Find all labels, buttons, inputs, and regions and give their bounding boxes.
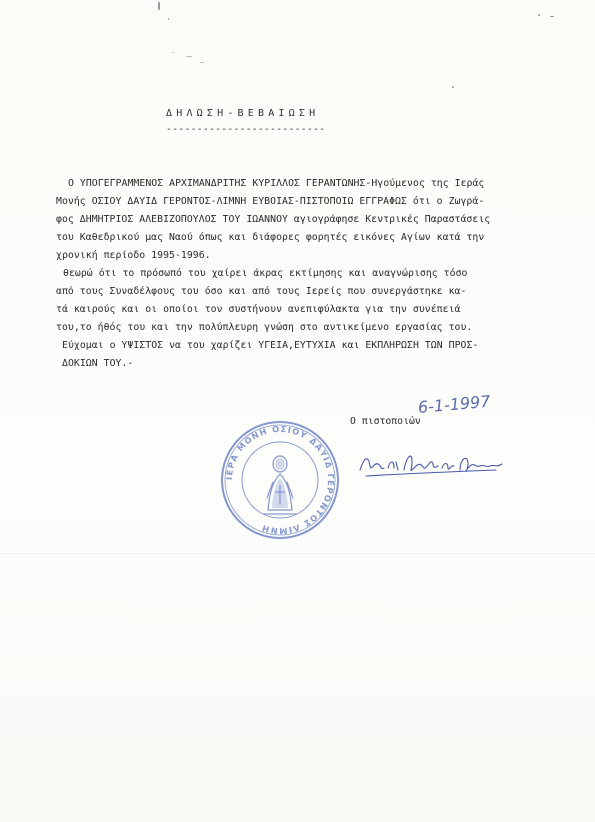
body-line: χρονική περίοδο 1995-1996. bbox=[56, 250, 211, 261]
handwritten-date: 6-1-1997 bbox=[417, 391, 492, 417]
monastery-seal-stamp bbox=[218, 418, 342, 542]
body-line: Ο ΥΠΟΓΕΓΡΑΜΜΕΝΟΣ ΑΡΧΙΜΑΝΔΡΙΤΗΣ ΚΥΡΙΛΛΟΣ ΓΕΡΑΝΤΩΝΗΣ-Ηγούμενος της Ιεράς bbox=[68, 178, 485, 189]
handwritten-signature bbox=[356, 440, 506, 482]
body-line: φος ΔΗΜΗΤΡΙΟΣ ΑΛΕΒΙΖΟΠΟΥΛΟΣ ΤΟΥ ΙΩΑΝΝΟΥ αγιογράφησε Κεντρικές Παραστάσεις bbox=[56, 214, 491, 225]
title-underline: -------------------------- bbox=[166, 124, 326, 135]
document-title: ΔΗΛΩΣΗ-ΒΕΒΑΙΩΣΗ bbox=[166, 108, 320, 119]
paper-speck bbox=[538, 14, 540, 16]
body-line: του,το ήθός του και την πολύπλευρη γνώση στο αντικείμενο εργασίας του. bbox=[56, 322, 473, 333]
body-line: από τους Συναδέλφους του όσο και από τους Ιερείς που συνεργάστηκε κα- bbox=[56, 286, 467, 297]
paper-speck bbox=[200, 62, 204, 63]
paper-speck bbox=[452, 86, 454, 88]
body-line: Εύχομαι ο ΥΨΙΣΤΟΣ να του χαρίζει ΥΓΕΙΑ,ΕΥΤΥΧΙΑ και ΕΚΠΛΗΡΩΣΗ ΤΩΝ ΠΡΟΣ- bbox=[62, 340, 479, 351]
paper-speck bbox=[168, 18, 169, 20]
svg-text:ΙΕΡΑ ΜΟΝΗ ΟΣΙΟΥ ΔΑΥΙΔ ΓΕΡΟΝΤΟΣ: ΙΕΡΑ ΜΟΝΗ ΟΣΙΟΥ ΔΑΥΙΔ ΓΕΡΟΝΤΟΣ ΛΙΜΝΗ bbox=[223, 423, 337, 537]
paper-fold bbox=[0, 553, 595, 554]
body-line: του Καθεδρικού μας Ναού όπως και διάφορες φορητές εικόνες Αγίων κατά την bbox=[56, 232, 485, 243]
paper-speck bbox=[172, 52, 174, 53]
paper-speck bbox=[158, 2, 160, 10]
paper-speck bbox=[550, 16, 554, 17]
body-line: ΔΟΚΙΩΝ ΤΟΥ.- bbox=[62, 358, 134, 369]
body-line: Μονής ΟΣΙΟΥ ΔΑΥΙΔ ΓΕΡΟΝΤΟΣ-ΛΙΜΝΗ ΕΥΒΟΙΑΣ-ΠΙΣΤΟΠΟΙΩ ΕΓΓΡΑΦΩΣ ότι ο Ζωγρά- bbox=[56, 196, 485, 207]
body-line: θεωρώ ότι το πρόσωπό του χαίρει άκρας εκτίμησης και αναγνώρισης τόσο bbox=[63, 268, 468, 279]
body-line: τά καιρούς και οι οποίοι τον συστήνουν ανεπιφύλακτα για την συνέπειά bbox=[56, 304, 461, 315]
certifier-label: Ο πιστοποιών bbox=[350, 416, 421, 427]
paper-speck bbox=[186, 56, 192, 57]
